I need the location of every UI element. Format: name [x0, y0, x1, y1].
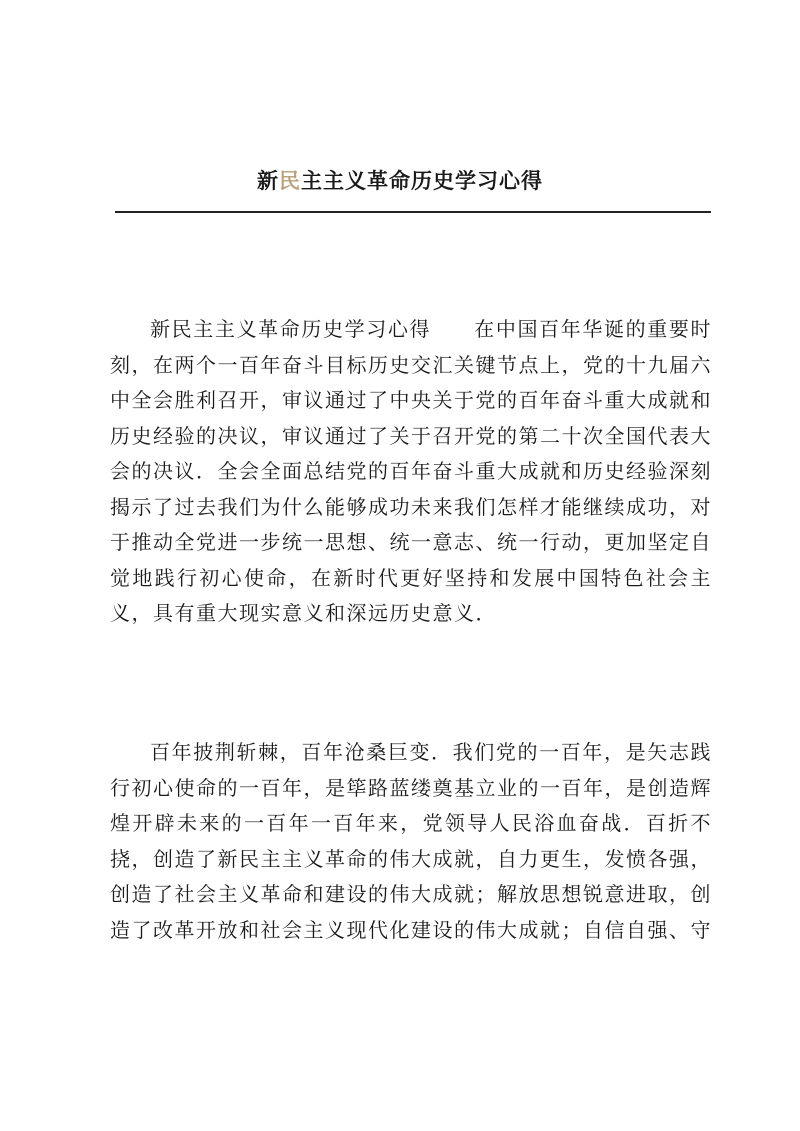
title-first-char: 新 [257, 169, 279, 193]
title-rest: 主主义革命历史学习心得 [301, 169, 543, 193]
title-divider [115, 211, 711, 213]
body-paragraph-2 [110, 735, 712, 948]
paragraph-text: 新民主主义革命历史学习心得 在中国百年华诞的重要时刻，在两个一百年奋斗目标历史交汇关键节点上，党的十九届六中全会胜利召开，审议通过了中央关于党的百年奋斗重大成就和历史经验的决议，审议通过了关于召开党的第二十次全国代表大会的决议．全会全面总结党的百年奋斗重大成就和历史经验深刻揭示了过去我们为什么能够成功未来我们怎样才能继续成功，对于推动全党进一步统一思想、统一意志、统一行动，更加坚定自觉地践行初心使命，在新时代更好坚持和发展中国特色社会主义，具有重大现实意义和深远历史意义． [110, 317, 712, 625]
paragraph-text: 百年披荆斩棘，百年沧桑巨变．我们党的一百年，是矢志践行初心使命的一百年，是筚路蓝缕奠基立业的一百年，是创造辉煌开辟未来的一百年一百年来，党领导人民浴血奋战．百折不挠，创造了新民主主义革命的伟大成就，自力更生，发愤各强，创造了社会主义革命和建设的伟大成就；解放思想锐意进取，创造了改革开放和社会主义现代化建设的伟大成就；自信自强、守 [110, 740, 712, 942]
page-title [0, 165, 800, 195]
title-accent-char: 民 [279, 169, 301, 193]
body-paragraph-1 [110, 312, 712, 632]
